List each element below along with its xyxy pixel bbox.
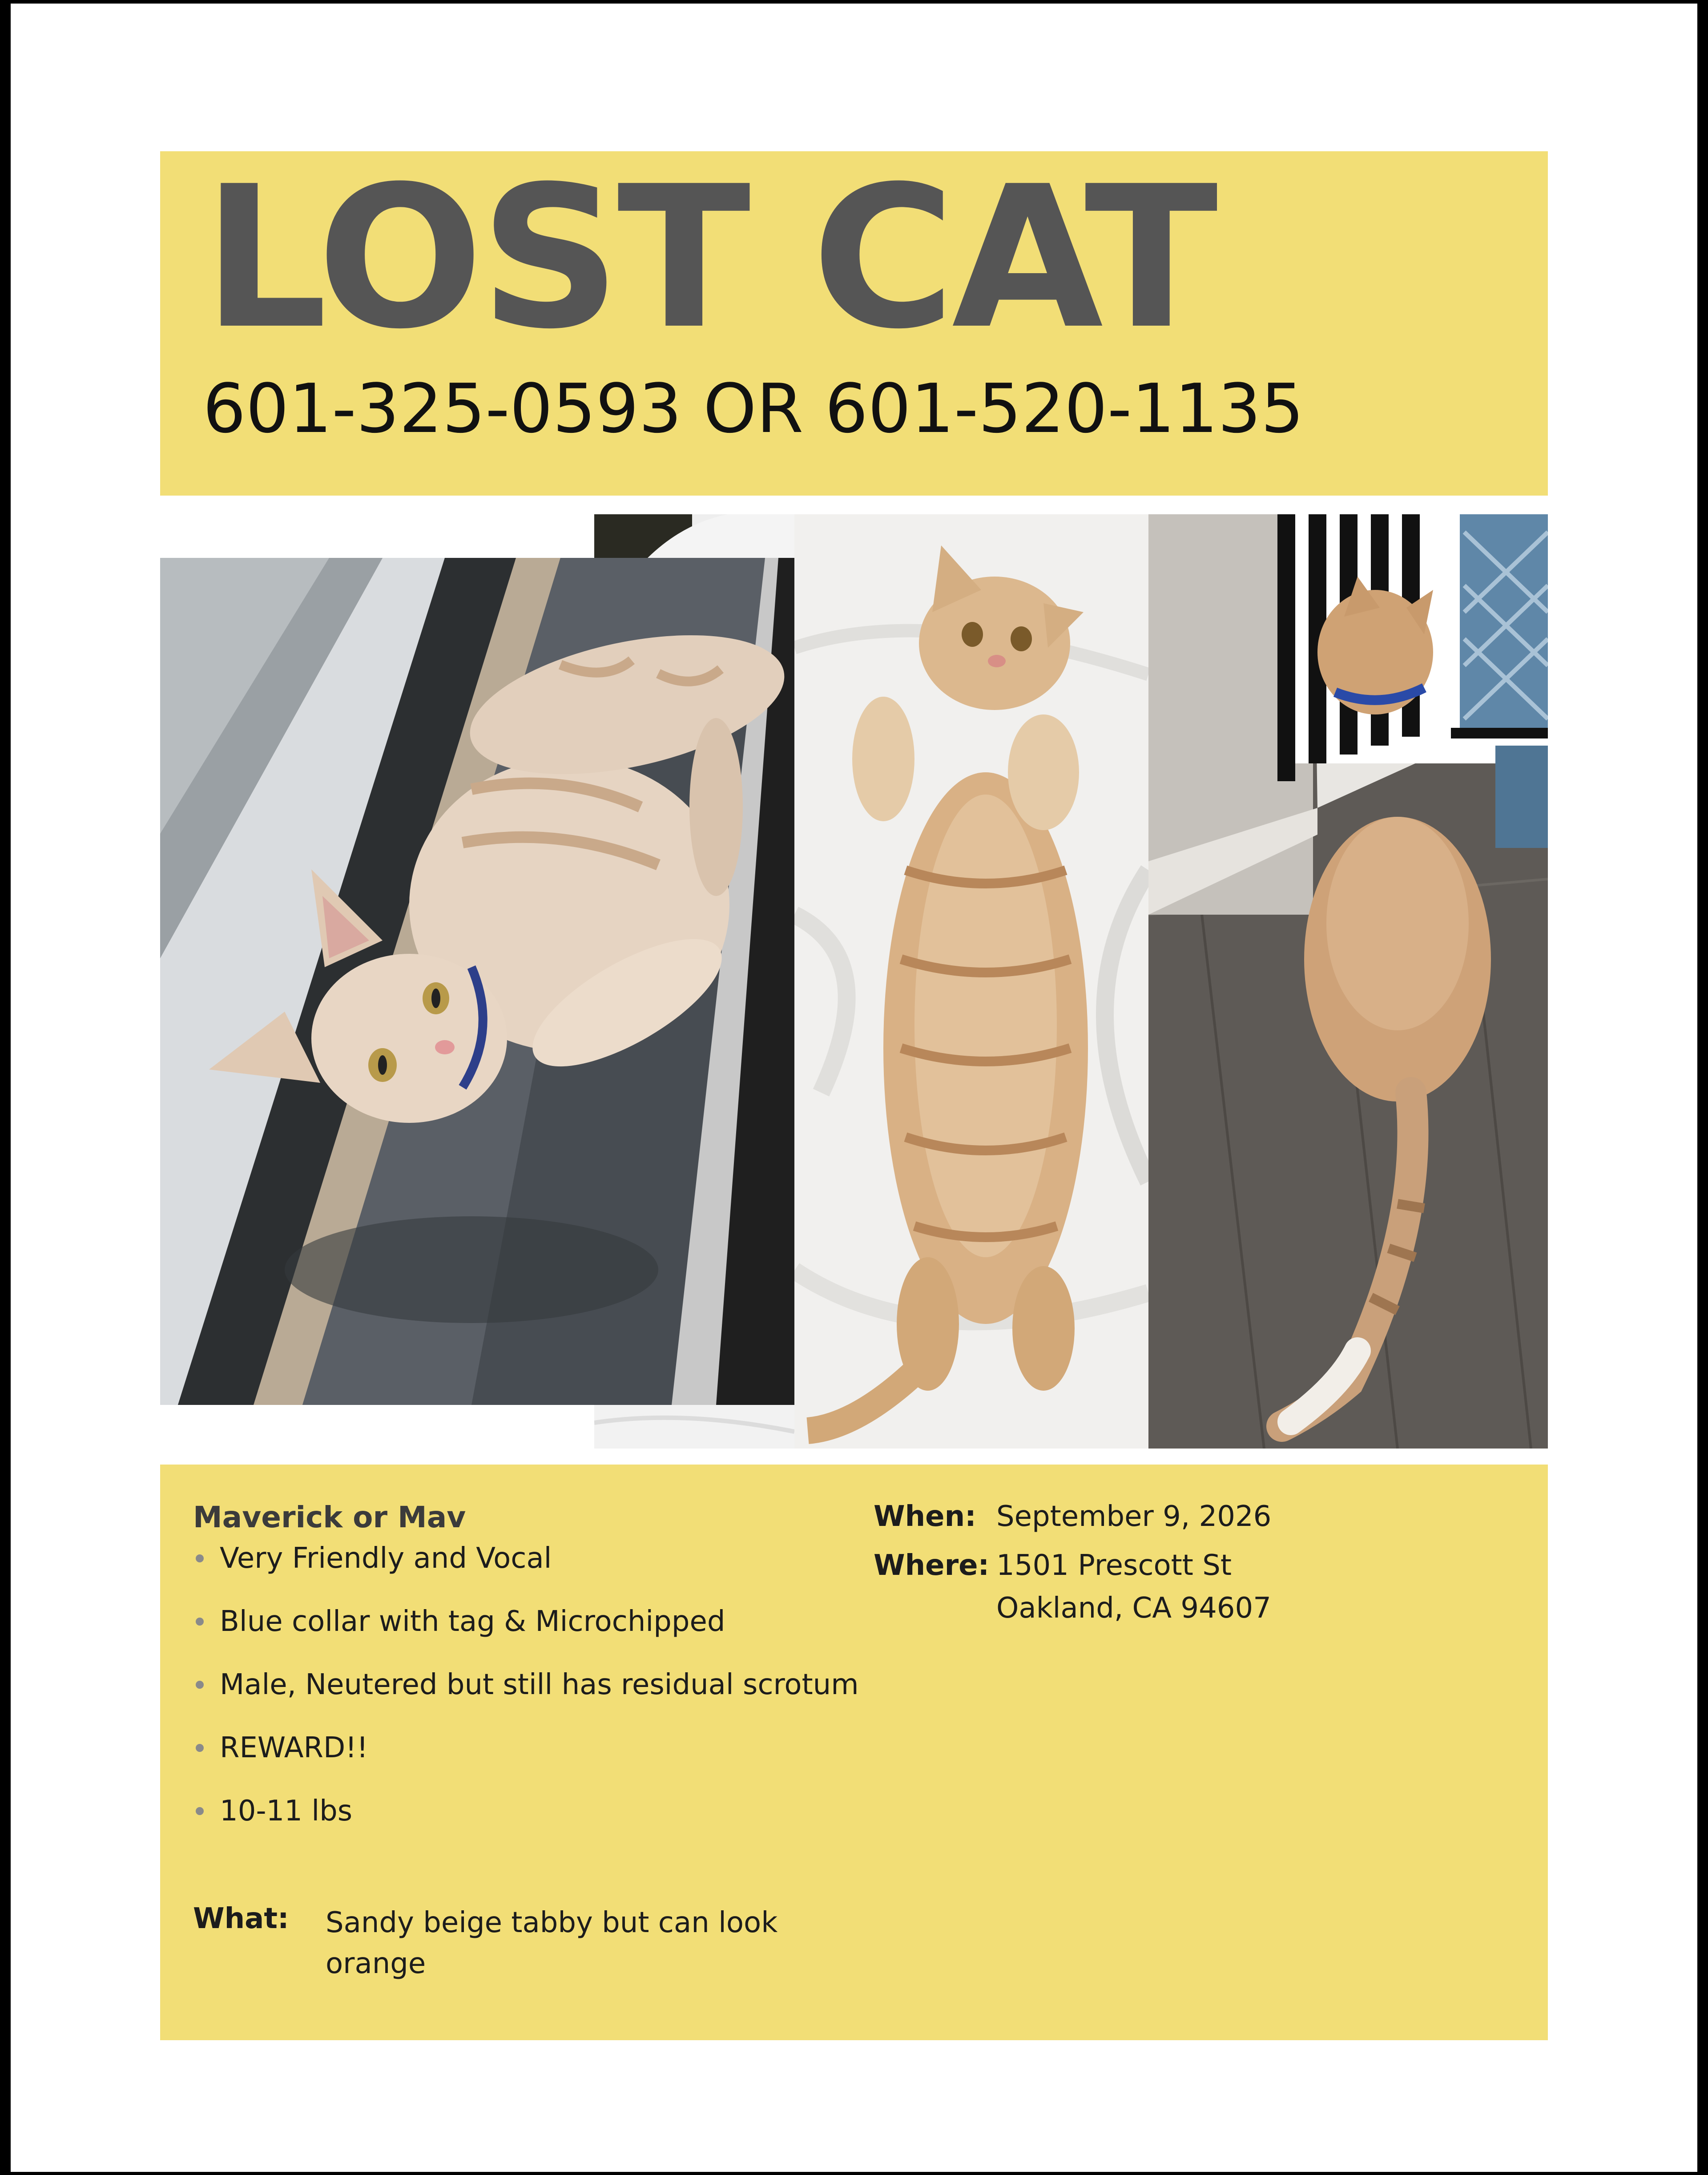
what-label: What: (193, 1902, 289, 1935)
what-value: Sandy beige tabby but can look orange (326, 1906, 778, 1980)
contact-phones: 601-325-0593 OR 601-520-1135 (203, 369, 1304, 448)
lost-cat-flyer (11, 4, 1697, 2172)
cat-sitting-back-view-photo (1148, 514, 1548, 1449)
cat-name: Maverick or Mav (193, 1500, 466, 1534)
list-item: Male, Neutered but still has residual scrotum (193, 1666, 859, 1729)
flyer-title: LOST CAT (203, 144, 1215, 372)
list-item: Very Friendly and Vocal (193, 1539, 859, 1602)
cat-on-back-on-bed-photo (794, 514, 1148, 1449)
details-band (160, 1465, 1548, 2040)
bed-photo-top-strip (594, 514, 794, 558)
where-city: Oakland, CA 94607 (996, 1592, 1271, 1625)
when-label: When: (874, 1500, 976, 1533)
traits-list (193, 1539, 859, 1855)
bed-photo-bottom-strip (594, 1405, 794, 1449)
list-item: REWARD!! (193, 1729, 859, 1792)
list-item: Blue collar with tag & Microchipped (193, 1602, 859, 1666)
cat-lying-by-window-photo (160, 558, 794, 1405)
when-value: September 9, 2026 (996, 1500, 1272, 1533)
header-band (160, 144, 1548, 496)
where-label: Where: (874, 1549, 990, 1582)
list-item: 10-11 lbs (193, 1792, 859, 1855)
where-street: 1501 Prescott St (996, 1549, 1232, 1582)
